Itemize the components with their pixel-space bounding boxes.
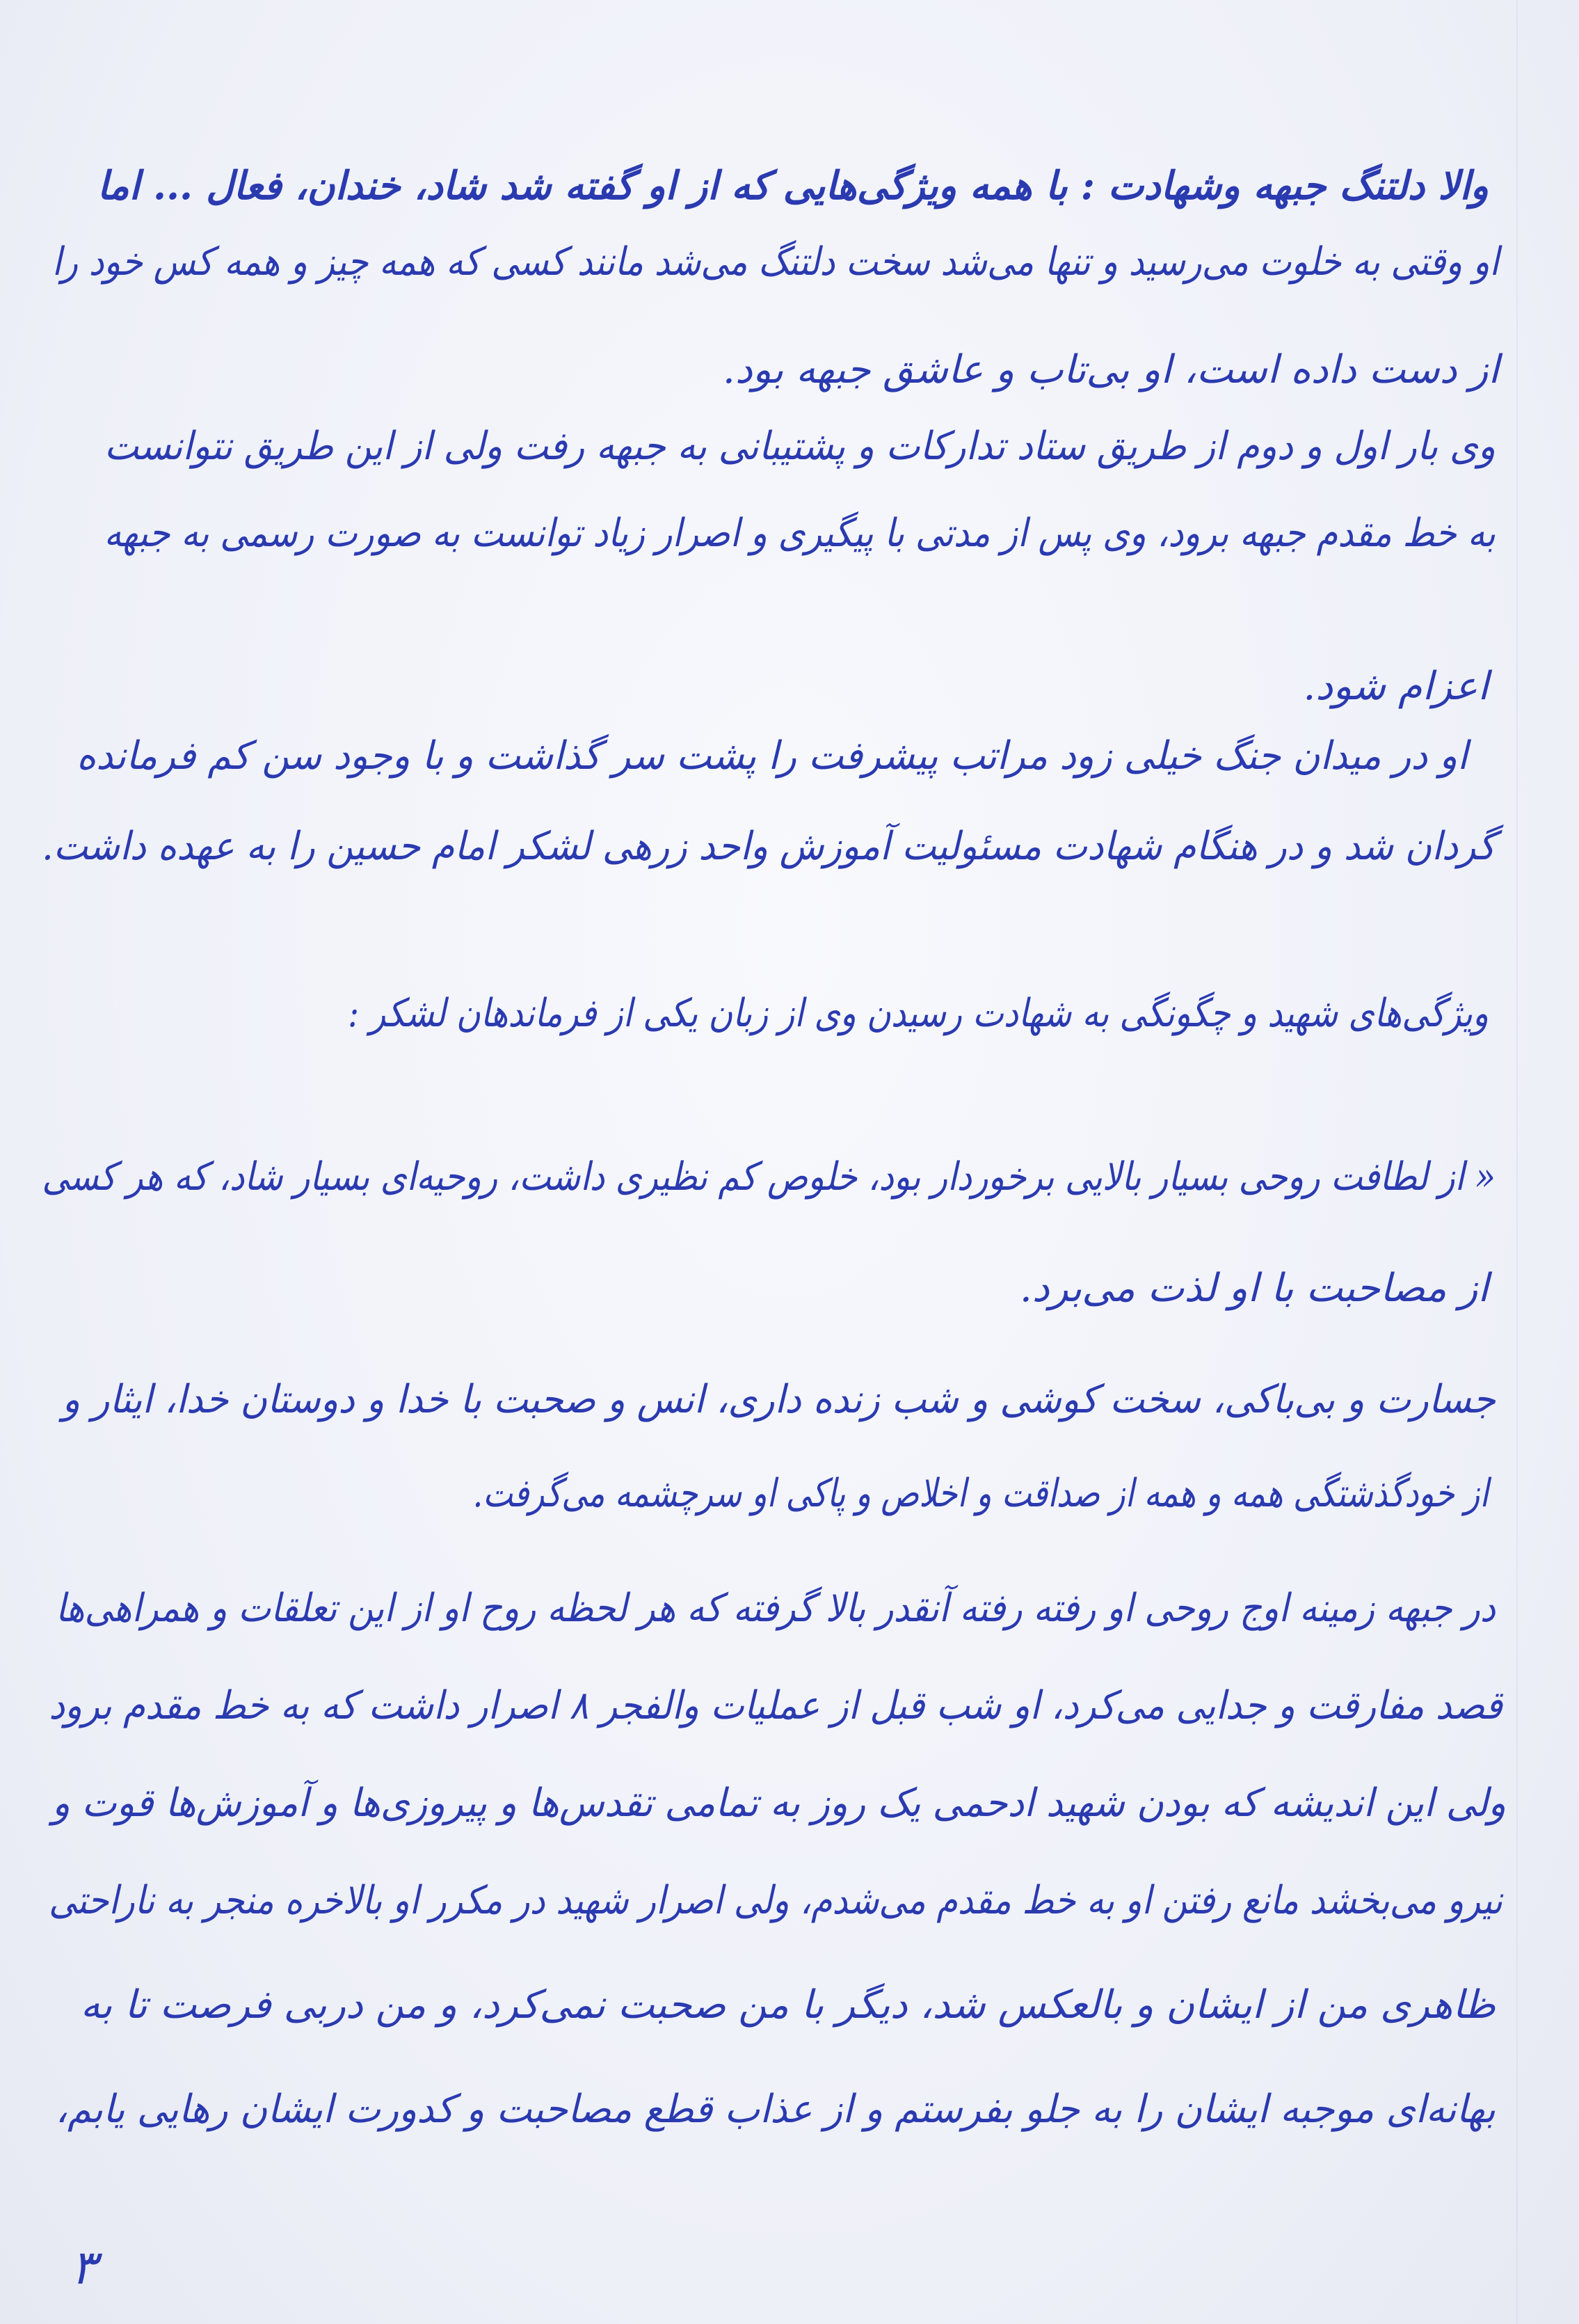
handwritten-line: او در میدان جنگ خیلی زود مراتب پیشرفت را پشت سر گذاشت و با وجود سن کم فرمانده: [77, 733, 1468, 779]
page-number: ۳: [70, 2241, 97, 2295]
handwritten-line: وی بار اول و دوم از طریق ستاد تدارکات و پشتیبانی به جبهه رفت ولی از این طریق نتوانست: [104, 424, 1496, 469]
handwritten-line-quote: از مصاحبت با او لذت می‌برد.: [1019, 1266, 1489, 1311]
handwritten-line-quote: « از لطافت روحی بسیار بالایی برخوردار بود، خلوص کم نظیری داشت، روحیه‌ای بسیار شاد، که هر کسی: [42, 1154, 1496, 1200]
handwritten-line-quote: در جبهه زمینه اوج روحی او رفته رفته آنقدر بالا گرفته که هر لحظه روح او از این تعلقات و همراهی‌ها: [55, 1586, 1496, 1631]
handwritten-line-quote: نیرو می‌بخشد مانع رفتن او به خط مقدم می‌شدم، ولی اصرار شهید در مکرر او بالاخره منجر به ناراحتی: [49, 1878, 1503, 1923]
page-margin-line: [1516, 0, 1518, 2324]
handwritten-line: گردان شد و در هنگام شهادت مسئولیت آموزش واحد زرهی لشکر امام حسین را به عهده داشت.: [42, 824, 1496, 869]
handwritten-line: از دست داده است، او بی‌تاب و عاشق جبهه بود.: [723, 347, 1499, 392]
handwritten-line-quote: ظاهری من از ایشان و بالعکس شد، دیگر با من صحبت نمی‌کرد، و من دربی فرصت تا به: [80, 1982, 1496, 2028]
handwritten-line: اعزام شود.: [1303, 664, 1489, 709]
handwritten-line: به خط مقدم جبهه برود، وی پس از مدتی با پیگیری و اصرار زیاد توانست به صورت رسمی به جبهه: [104, 511, 1496, 556]
handwritten-line-subheading: ویژگی‌های شهید و چگونگی به شهادت رسیدن وی از زبان یکی از فرماندهان لشکر :: [348, 991, 1489, 1036]
handwritten-line-quote: قصد مفارقت و جدایی می‌کرد، او شب قبل از عملیات والفجر ۸ اصرار داشت که به خط مقدم برود: [49, 1683, 1502, 1728]
handwritten-line: او وقتی به خلوت می‌رسید و تنها می‌شد سخت دلتنگ می‌شد مانند کسی که همه چیز و همه کس خود را: [51, 239, 1500, 285]
handwritten-line-quote: بهانه‌ای موجبه ایشان را به جلو بفرستم و از عذاب قطع مصاحبت و کدورت ایشان رهایی یابم،: [55, 2087, 1496, 2132]
handwritten-line-quote: ولی این اندیشه که بودن شهید ادحمی یک روز به تمامی تقدس‌ها و پیروزی‌ها و آموزش‌ها قوت و: [51, 1781, 1506, 1826]
handwritten-line-quote: جسارت و بی‌باکی، سخت کوشی و شب زنده داری، انس و صحبت با خدا و دوستان خدا، ایثار و: [62, 1377, 1496, 1422]
handwritten-line-heading: والا دلتنگ جبهه وشهادت : با همه ویژگی‌هایی که از او گفته شد شاد، خندان، فعال ... اما: [97, 163, 1489, 209]
handwritten-line-quote: از خودگذشتگی همه و همه از صداقت و اخلاص و پاکی او سرچشمه می‌گرفت.: [472, 1471, 1489, 1516]
